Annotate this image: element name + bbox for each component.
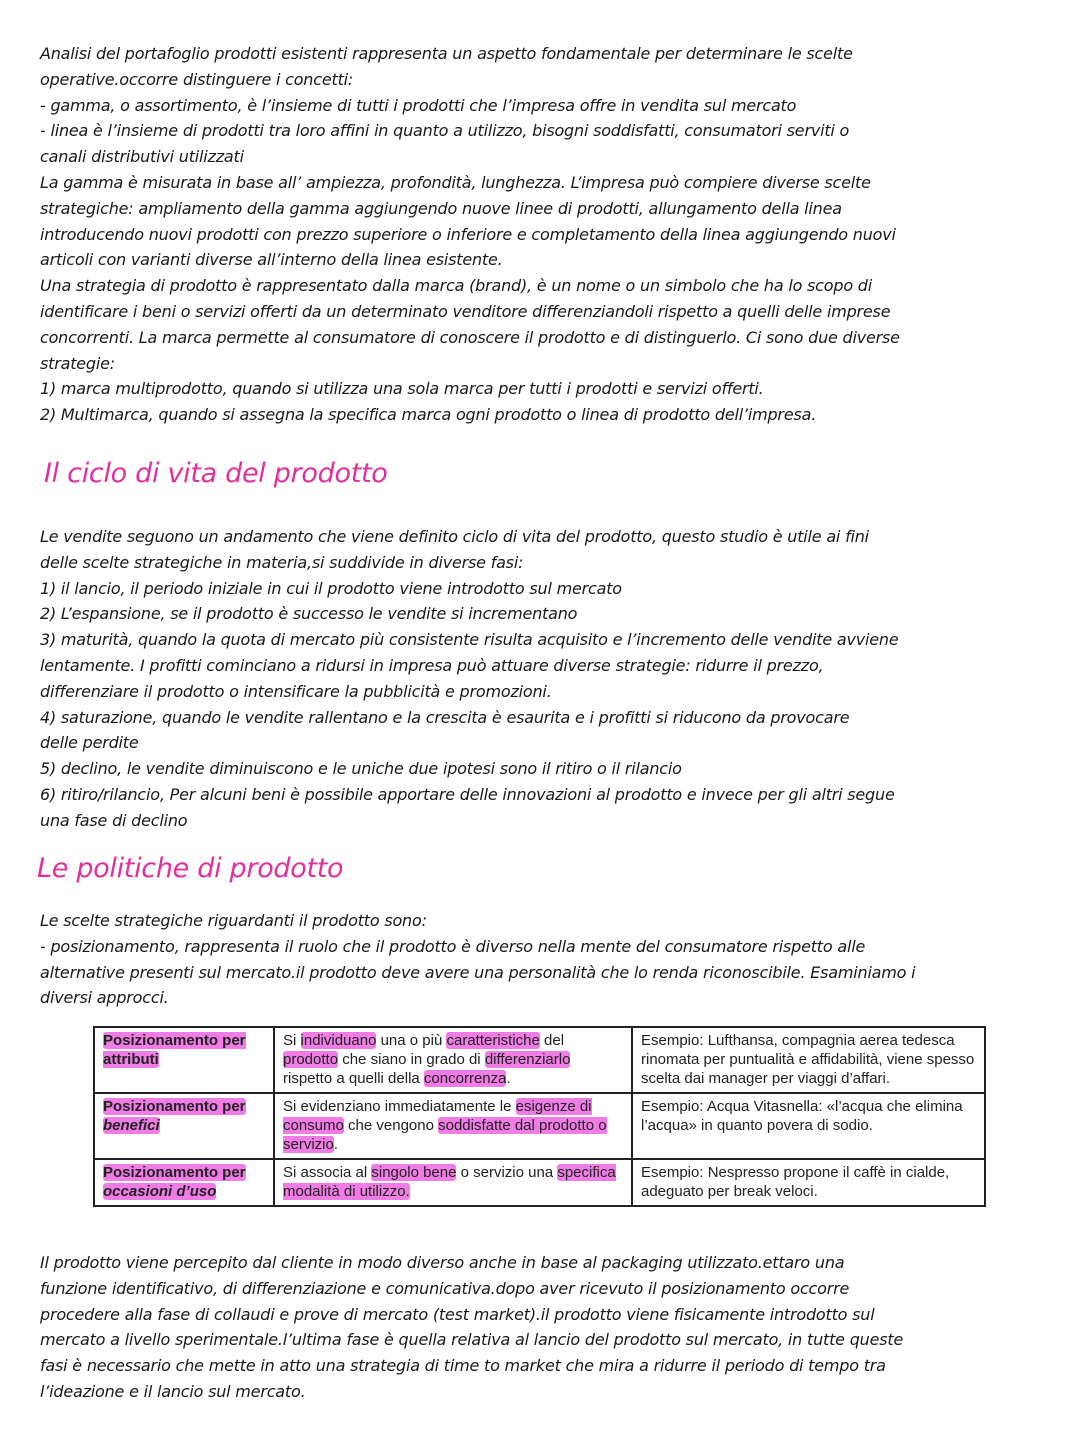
text-line: introducendo nuovi prodotti con prezzo superiore o inferiore e completamento della linea aggiungendo nuovi	[40, 224, 896, 244]
text-line: una fase di declino	[40, 810, 188, 830]
heading-politiche-di-prodotto: Le politiche di prodotto	[37, 853, 344, 884]
text-line: funzione identificativo, di differenziazione e comunicativa.dopo aver ricevuto il posizionamento occorre	[40, 1278, 850, 1298]
highlighted-text: benefici	[103, 1117, 160, 1134]
text-segment: o servizio una	[456, 1164, 558, 1181]
example-cell: Esempio: Nespresso propone il caffè in cialde, adeguato per break veloci.	[632, 1159, 985, 1206]
text-line: - posizionamento, rappresenta il ruolo che il prodotto è diverso nella mente del consumatore rispetto alle	[40, 936, 866, 956]
table-row	[94, 1027, 985, 1093]
highlighted-text: caratteristiche	[446, 1032, 540, 1049]
text-line: - linea è l’insieme di prodotti tra loro affini in quanto a utilizzo, bisogni soddisfatti, consumatori serviti o	[40, 121, 850, 141]
table-row	[94, 1093, 985, 1159]
text-line: concorrenti. La marca permette al consumatore di conoscere il prodotto e di distinguerlo. Ci sono due diverse	[40, 327, 900, 347]
text-line: canali distributivi utilizzati	[40, 147, 244, 167]
text-line: delle perdite	[40, 733, 139, 753]
text-segment: Si associa al	[283, 1164, 372, 1181]
text-line: Una strategia di prodotto è rappresentato dalla marca (brand), è un nome o un simbolo che ha lo scopo di	[40, 276, 872, 296]
positioning-table	[93, 1026, 986, 1207]
text-line: Analisi del portafoglio prodotti esistenti rappresenta un aspetto fondamentale per determinare le scelte	[40, 44, 853, 63]
highlighted-text: specifica modalità di utilizzo.	[283, 1164, 616, 1200]
text-segment: che vengono	[343, 1117, 439, 1134]
description-cell	[274, 1027, 632, 1093]
text-segment: Si evidenziano immediatamente le	[283, 1098, 516, 1115]
text-line: delle scelte strategiche in materia,si suddivide in diverse fasi:	[40, 552, 524, 572]
text-line: Le vendite seguono un andamento che viene definito ciclo di vita del prodotto, questo studio è utile ai fini	[40, 527, 869, 546]
positioning-type-cell	[94, 1027, 274, 1093]
highlighted-text: prodotto	[283, 1051, 339, 1068]
highlighted-text: soddisfatte dal prodotto o servizio	[283, 1117, 607, 1153]
text-line: differenziare il prodotto o intensificare la pubblicità e promozioni.	[40, 681, 552, 701]
highlighted-text: Posizionamento per	[103, 1098, 246, 1115]
text-line: 2) L’espansione, se il prodotto è successo le vendite si incrementano	[40, 604, 578, 624]
text-line: procedere alla fase di collaudi e prove di mercato (test market).il prodotto viene fisicamente introdotto sul	[40, 1304, 875, 1324]
text-line: mercato a livello sperimentale.l’ultima fase è quella relativa al lancio del prodotto sul mercato, in tutte queste	[40, 1330, 904, 1350]
text-segment: che siano in grado di	[338, 1051, 485, 1068]
text-segment: del	[539, 1032, 565, 1049]
text-line: operative.occorre distinguere i concetti:	[40, 69, 354, 89]
highlighted-text: individuano	[300, 1032, 377, 1049]
text-line: articoli con varianti diverse all’interno della linea esistente.	[40, 250, 503, 270]
text-line: 6) ritiro/rilancio, Per alcuni beni è possibile apportare delle innovazioni al prodotto e invece per gli altri segue	[40, 784, 895, 804]
highlighted-text: singolo bene	[371, 1164, 457, 1181]
highlighted-text: esigenze di consumo	[283, 1098, 592, 1134]
positioning-type-cell	[94, 1159, 274, 1206]
table-row	[94, 1159, 985, 1206]
text-line: 5) declino, le vendite diminuiscono e le uniche due ipotesi sono il ritiro o il rilancio	[40, 759, 682, 779]
text-line: 1) marca multiprodotto, quando si utilizza una sola marca per tutti i prodotti e servizi offerti.	[40, 379, 764, 399]
text-line: fasi è necessario che mette in atto una strategia di time to market che mira a ridurre il periodo di tempo tra	[40, 1356, 886, 1376]
example-cell: Esempio: Acqua Vitasnella: «l’acqua che elimina l’acqua» in quanto povera di sodio.	[632, 1093, 985, 1159]
text-line: identificare i beni o servizi offerti da un determinato venditore differenziandoli rispetto a quelli delle imprese	[40, 301, 891, 321]
text-line: strategie:	[40, 353, 115, 373]
text-line: 2) Multimarca, quando si assegna la specifica marca ogni prodotto o linea di prodotto dell’impresa.	[40, 405, 817, 425]
text-segment: .	[506, 1070, 511, 1087]
intro-paragraph	[40, 41, 900, 428]
text-line: - gamma, o assortimento, è l’insieme di tutti i prodotti che l’impresa offre in vendita sul mercato	[40, 95, 797, 115]
text-line: La gamma è misurata in base all’ ampiezza, profondità, lunghezza. L’impresa può compiere diverse scelte	[40, 172, 871, 192]
text-line: diversi approcci.	[40, 988, 169, 1008]
example-cell: Esempio: Lufthansa, compagnia aerea tedesca rinomata per puntualità e affidabilità, viene spesso scelta dai manager per viaggi d’affari.	[632, 1027, 985, 1093]
text-line: 4) saturazione, quando le vendite rallentano e la crescita è esaurita e i profitti si riducono da provocare	[40, 707, 850, 727]
text-segment: rispetto a quelli della	[283, 1070, 424, 1087]
text-line: Il prodotto viene percepito dal cliente in modo diverso anche in base al packaging utilizzato.ettaro una	[40, 1253, 845, 1272]
text-line: 1) il lancio, il periodo iniziale in cui il prodotto viene introdotto sul mercato	[40, 578, 622, 598]
text-segment: Si	[283, 1032, 301, 1049]
text-line: Le scelte strategiche riguardanti il prodotto sono:	[40, 911, 427, 930]
text-line: 3) maturità, quando la quota di mercato più consistente risulta acquisito e l’incremento delle vendite avviene	[40, 630, 899, 650]
ciclo-di-vita-paragraph	[40, 524, 899, 834]
highlighted-text: occasioni d’uso	[103, 1183, 217, 1200]
heading-ciclo-di-vita: Il ciclo di vita del prodotto	[44, 458, 388, 489]
highlighted-text: differenziarlo	[484, 1051, 571, 1068]
highlighted-text: concorrenza	[423, 1070, 507, 1087]
text-line: alternative presenti sul mercato.il prodotto deve avere una personalità che lo renda riconoscibile. Esaminiamo i	[40, 962, 916, 982]
politiche-paragraph	[40, 908, 915, 1011]
text-segment: .	[333, 1136, 339, 1153]
description-cell	[274, 1093, 632, 1159]
highlighted-text: Posizionamento per attributi	[103, 1032, 246, 1068]
highlighted-text: Posizionamento per	[103, 1164, 246, 1181]
description-cell	[274, 1159, 632, 1206]
closing-paragraph	[40, 1250, 903, 1405]
positioning-type-cell	[94, 1093, 274, 1159]
text-segment: una o più	[376, 1032, 447, 1049]
text-line: lentamente. I profitti cominciano a ridursi in impresa può attuare diverse strategie: ridurre il prezzo,	[40, 655, 824, 675]
text-line: l’ideazione e il lancio sul mercato.	[40, 1381, 306, 1401]
text-line: strategiche: ampliamento della gamma aggiungendo nuove linee di prodotti, allungamento della linea	[40, 198, 842, 218]
